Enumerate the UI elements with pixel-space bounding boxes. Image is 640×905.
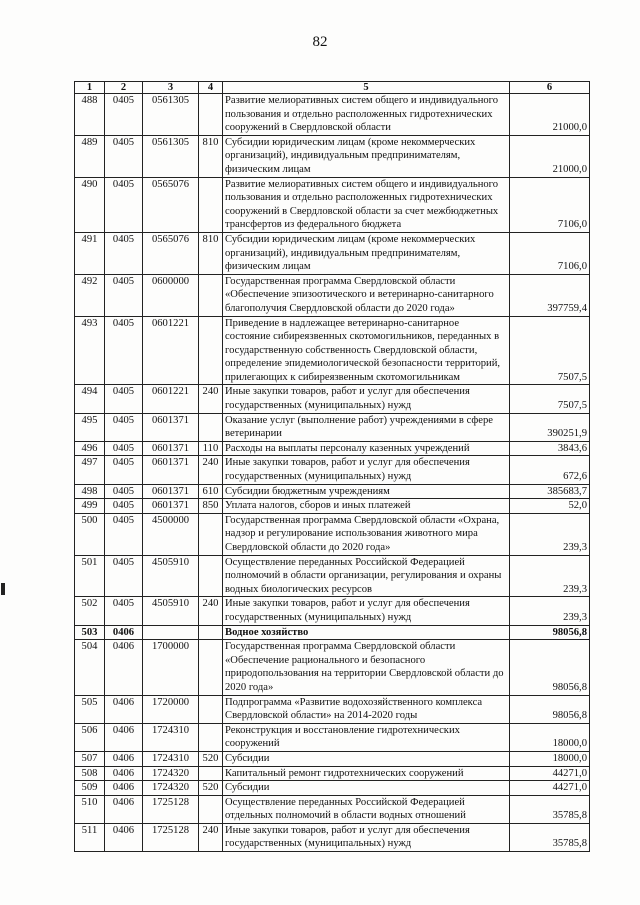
row-description: Государственная программа Свердловской области «Охрана, надзор и регулирование использования животного мира Свердловской области до 2020 года» [223, 513, 510, 555]
table-row [75, 823, 590, 851]
expense-type: 520 [199, 781, 223, 796]
table-row [75, 597, 590, 625]
target-code: 4505910 [143, 555, 199, 597]
row-amount: 390251,9 [510, 413, 590, 441]
row-amount: 21000,0 [510, 94, 590, 136]
row-number: 491 [75, 232, 105, 274]
expense-type [199, 177, 223, 232]
row-description: Субсидии бюджетным учреждениям [223, 484, 510, 499]
scan-edge-mark [1, 583, 5, 595]
section-code: 0405 [105, 597, 143, 625]
table-row [75, 795, 590, 823]
row-amount: 44271,0 [510, 781, 590, 796]
expense-type [199, 274, 223, 316]
row-number: 498 [75, 484, 105, 499]
row-description: Осуществление переданных Российской Федерацией отдельных полномочий в области водных отношений [223, 795, 510, 823]
section-code: 0405 [105, 385, 143, 413]
table-row [75, 413, 590, 441]
row-amount: 7106,0 [510, 232, 590, 274]
expense-type: 850 [199, 499, 223, 514]
section-code: 0406 [105, 695, 143, 723]
table-header-row [75, 82, 590, 94]
table-row [75, 135, 590, 177]
row-amount: 52,0 [510, 499, 590, 514]
target-code: 0565076 [143, 232, 199, 274]
target-code: 1725128 [143, 823, 199, 851]
row-amount: 98056,8 [510, 695, 590, 723]
table-row [75, 555, 590, 597]
table-row [75, 781, 590, 796]
table-row [75, 232, 590, 274]
target-code: 1720000 [143, 695, 199, 723]
row-number: 499 [75, 499, 105, 514]
expense-type [199, 625, 223, 640]
row-description: Иные закупки товаров, работ и услуг для обеспечения государственных (муниципальных) нужд [223, 823, 510, 851]
section-code: 0405 [105, 513, 143, 555]
row-number: 500 [75, 513, 105, 555]
expense-type: 520 [199, 751, 223, 766]
row-amount: 35785,8 [510, 823, 590, 851]
section-code: 0405 [105, 94, 143, 136]
target-code: 1724310 [143, 751, 199, 766]
row-number: 494 [75, 385, 105, 413]
row-description: Водное хозяйство [223, 625, 510, 640]
row-number: 489 [75, 135, 105, 177]
table-row [75, 695, 590, 723]
row-description: Уплата налогов, сборов и иных платежей [223, 499, 510, 514]
expense-type [199, 94, 223, 136]
section-code: 0405 [105, 413, 143, 441]
section-code: 0405 [105, 499, 143, 514]
budget-table [74, 81, 590, 852]
row-number: 504 [75, 640, 105, 695]
target-code: 0565076 [143, 177, 199, 232]
target-code: 0600000 [143, 274, 199, 316]
target-code: 0601371 [143, 441, 199, 456]
table-row [75, 640, 590, 695]
row-amount: 21000,0 [510, 135, 590, 177]
row-number: 507 [75, 751, 105, 766]
section-code: 0405 [105, 441, 143, 456]
row-number: 503 [75, 625, 105, 640]
expense-type: 810 [199, 232, 223, 274]
target-code: 4505910 [143, 597, 199, 625]
target-code: 0561305 [143, 135, 199, 177]
expense-type: 610 [199, 484, 223, 499]
row-number: 505 [75, 695, 105, 723]
section-code: 0405 [105, 274, 143, 316]
target-code: 0601221 [143, 385, 199, 413]
target-code: 0601371 [143, 456, 199, 484]
row-number: 497 [75, 456, 105, 484]
expense-type: 110 [199, 441, 223, 456]
expense-type [199, 316, 223, 385]
col-header-5: 5 [223, 82, 510, 94]
row-number: 496 [75, 441, 105, 456]
table-row [75, 456, 590, 484]
row-amount: 397759,4 [510, 274, 590, 316]
row-description: Государственная программа Свердловской области «Обеспечение эпизоотического и ветеринарно-санитарного благополучия Свердловской области до 2020 года» [223, 274, 510, 316]
row-amount: 672,6 [510, 456, 590, 484]
target-code: 1724320 [143, 766, 199, 781]
row-description: Субсидии юридическим лицам (кроме некоммерческих организаций), индивидуальным предпринимателям, физическим лицам [223, 135, 510, 177]
target-code: 4500000 [143, 513, 199, 555]
table-row [75, 723, 590, 751]
section-code: 0406 [105, 781, 143, 796]
target-code: 0601371 [143, 499, 199, 514]
col-header-3: 3 [143, 82, 199, 94]
expense-type: 240 [199, 597, 223, 625]
row-number: 510 [75, 795, 105, 823]
row-amount: 18000,0 [510, 723, 590, 751]
row-description: Реконструкция и восстановление гидротехнических сооружений [223, 723, 510, 751]
row-description: Иные закупки товаров, работ и услуг для обеспечения государственных (муниципальных) нужд [223, 597, 510, 625]
expense-type: 810 [199, 135, 223, 177]
row-description: Субсидии [223, 751, 510, 766]
section-code: 0406 [105, 751, 143, 766]
target-code: 1724310 [143, 723, 199, 751]
row-amount: 385683,7 [510, 484, 590, 499]
table-row [75, 751, 590, 766]
table-row [75, 385, 590, 413]
expense-type [199, 723, 223, 751]
section-code: 0405 [105, 177, 143, 232]
section-code: 0405 [105, 484, 143, 499]
target-code: 1700000 [143, 640, 199, 695]
target-code: 0561305 [143, 94, 199, 136]
row-number: 502 [75, 597, 105, 625]
target-code: 1724320 [143, 781, 199, 796]
page-number: 82 [312, 34, 328, 50]
row-number: 495 [75, 413, 105, 441]
expense-type: 240 [199, 456, 223, 484]
row-amount: 7106,0 [510, 177, 590, 232]
table-row [75, 513, 590, 555]
expense-type: 240 [199, 385, 223, 413]
col-header-2: 2 [105, 82, 143, 94]
row-description: Подпрограмма «Развитие водохозяйственного комплекса Свердловской области» на 2014-2020 годы [223, 695, 510, 723]
row-amount: 7507,5 [510, 385, 590, 413]
row-amount: 35785,8 [510, 795, 590, 823]
row-amount: 239,3 [510, 597, 590, 625]
row-description: Иные закупки товаров, работ и услуг для обеспечения государственных (муниципальных) нужд [223, 456, 510, 484]
table-row [75, 484, 590, 499]
row-number: 506 [75, 723, 105, 751]
row-description: Развитие мелиоративных систем общего и индивидуального пользования и отдельно расположенных гидротехнических сооружений в Свердловской области [223, 94, 510, 136]
row-description: Расходы на выплаты персоналу казенных учреждений [223, 441, 510, 456]
row-description: Капитальный ремонт гидротехнических сооружений [223, 766, 510, 781]
target-code: 1725128 [143, 795, 199, 823]
row-amount: 239,3 [510, 513, 590, 555]
section-code: 0406 [105, 640, 143, 695]
row-amount: 98056,8 [510, 625, 590, 640]
row-number: 501 [75, 555, 105, 597]
row-number: 508 [75, 766, 105, 781]
expense-type [199, 640, 223, 695]
expense-type [199, 513, 223, 555]
section-code: 0405 [105, 232, 143, 274]
section-code: 0406 [105, 625, 143, 640]
table-row [75, 766, 590, 781]
col-header-4: 4 [199, 82, 223, 94]
row-description: Государственная программа Свердловской области «Обеспечение рационального и безопасного природопользования на территории Свердловской области до 2020 года» [223, 640, 510, 695]
row-number: 509 [75, 781, 105, 796]
table-row [75, 274, 590, 316]
target-code: 0601221 [143, 316, 199, 385]
row-number: 490 [75, 177, 105, 232]
section-code: 0406 [105, 795, 143, 823]
row-amount: 98056,8 [510, 640, 590, 695]
section-code: 0405 [105, 135, 143, 177]
row-amount: 44271,0 [510, 766, 590, 781]
row-description: Приведение в надлежащее ветеринарно-санитарное состояние сибиреязвенных скотомогильников, переданных в государственную собственность Свердловской области, определение эпидемиологической безопасности территорий, прилегающих к сибиреязвенным скотомогильникам [223, 316, 510, 385]
table-row [75, 625, 590, 640]
row-description: Субсидии [223, 781, 510, 796]
col-header-6: 6 [510, 82, 590, 94]
expense-type [199, 555, 223, 597]
table-row [75, 499, 590, 514]
row-description: Иные закупки товаров, работ и услуг для обеспечения государственных (муниципальных) нужд [223, 385, 510, 413]
row-description: Оказание услуг (выполнение работ) учреждениями в сфере ветеринарии [223, 413, 510, 441]
row-amount: 18000,0 [510, 751, 590, 766]
table-row [75, 177, 590, 232]
row-amount: 7507,5 [510, 316, 590, 385]
row-amount: 239,3 [510, 555, 590, 597]
col-header-1: 1 [75, 82, 105, 94]
expense-type [199, 795, 223, 823]
expense-type: 240 [199, 823, 223, 851]
section-code: 0406 [105, 823, 143, 851]
table-row [75, 441, 590, 456]
row-number: 492 [75, 274, 105, 316]
target-code: 0601371 [143, 484, 199, 499]
row-number: 511 [75, 823, 105, 851]
section-code: 0405 [105, 456, 143, 484]
section-code: 0405 [105, 316, 143, 385]
target-code [143, 625, 199, 640]
section-code: 0406 [105, 723, 143, 751]
row-description: Субсидии юридическим лицам (кроме некоммерческих организаций), индивидуальным предпринимателям, физическим лицам [223, 232, 510, 274]
row-number: 493 [75, 316, 105, 385]
row-amount: 3843,6 [510, 441, 590, 456]
row-description: Развитие мелиоративных систем общего и индивидуального пользования и отдельно расположенных гидротехнических сооружений в Свердловской области за счет межбюджетных трансфертов из федерального бюджета [223, 177, 510, 232]
target-code: 0601371 [143, 413, 199, 441]
section-code: 0406 [105, 766, 143, 781]
section-code: 0405 [105, 555, 143, 597]
table-row [75, 94, 590, 136]
row-number: 488 [75, 94, 105, 136]
expense-type [199, 766, 223, 781]
table-row [75, 316, 590, 385]
expense-type [199, 695, 223, 723]
expense-type [199, 413, 223, 441]
row-description: Осуществление переданных Российской Федерацией полномочий в области организации, регулирования и охраны водных биологических ресурсов [223, 555, 510, 597]
